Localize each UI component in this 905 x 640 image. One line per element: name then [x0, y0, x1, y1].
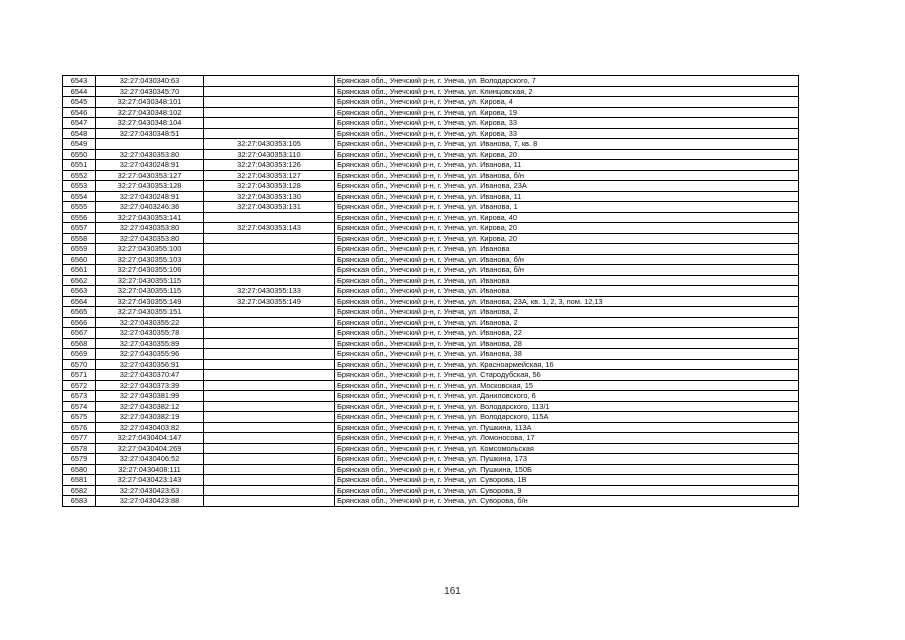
row-number-cell: 6583 [63, 496, 96, 507]
cadastral-number-cell: 32:27:0430403:82 [96, 422, 204, 433]
table-row [63, 139, 799, 150]
row-number-cell: 6550 [63, 149, 96, 160]
related-cadastral-number-cell [204, 349, 335, 360]
related-cadastral-number-cell [204, 443, 335, 454]
table-row [63, 317, 799, 328]
address-cell: Брянская обл., Унечский р-н, г. Унеча, ул. Володарского, 115А [335, 412, 799, 423]
address-cell: Брянская обл., Унечский р-н, г. Унеча, ул. Иванова [335, 275, 799, 286]
row-number-cell: 6552 [63, 170, 96, 181]
row-number-cell: 6562 [63, 275, 96, 286]
related-cadastral-number-cell: 32:27:0430353:131 [204, 202, 335, 213]
row-number-cell: 6568 [63, 338, 96, 349]
address-cell: Брянская обл., Унечский р-н, г. Унеча, ул. Володарского, 113/1 [335, 401, 799, 412]
table-row [63, 233, 799, 244]
table-row [63, 496, 799, 507]
table-row [63, 160, 799, 171]
row-number-cell: 6577 [63, 433, 96, 444]
cadastral-number-cell: 32:27:0430355:78 [96, 328, 204, 339]
cadastral-number-cell: 32:27:0430345:70 [96, 86, 204, 97]
related-cadastral-number-cell [204, 275, 335, 286]
related-cadastral-number-cell [204, 307, 335, 318]
cadastral-number-cell: 32:27:0430353:128 [96, 181, 204, 192]
table-row [63, 286, 799, 297]
address-cell: Брянская обл., Унечский р-н, г. Унеча, ул. Иванова, 22 [335, 328, 799, 339]
registry-table-body [63, 76, 799, 507]
address-cell: Брянская обл., Унечский р-н, г. Унеча, ул. Иванова, 11 [335, 191, 799, 202]
row-number-cell: 6545 [63, 97, 96, 108]
table-row [63, 328, 799, 339]
cadastral-number-cell: 32:27:0430348:102 [96, 107, 204, 118]
cadastral-number-cell: 32:27:0430355:89 [96, 338, 204, 349]
table-row [63, 485, 799, 496]
address-cell: Брянская обл., Унечский р-н, г. Унеча, ул. Иванова, б/н [335, 265, 799, 276]
related-cadastral-number-cell [204, 359, 335, 370]
address-cell: Брянская обл., Унечский р-н, г. Унеча, ул. Иванова, 11 [335, 160, 799, 171]
row-number-cell: 6564 [63, 296, 96, 307]
related-cadastral-number-cell: 32:27:0430353:110 [204, 149, 335, 160]
cadastral-number-cell: 32:27:0430355:103 [96, 254, 204, 265]
address-cell: Брянская обл., Унечский р-н, г. Унеча, ул. Иванова, б/н [335, 170, 799, 181]
row-number-cell: 6581 [63, 475, 96, 486]
related-cadastral-number-cell [204, 370, 335, 381]
related-cadastral-number-cell [204, 454, 335, 465]
address-cell: Брянская обл., Унечский р-н, г. Унеча, ул. Пушкина, 150Б [335, 464, 799, 475]
cadastral-number-cell: 32:27:0430353:80 [96, 223, 204, 234]
related-cadastral-number-cell [204, 401, 335, 412]
row-number-cell: 6579 [63, 454, 96, 465]
cadastral-number-cell: 32:27:0430356:91 [96, 359, 204, 370]
row-number-cell: 6567 [63, 328, 96, 339]
related-cadastral-number-cell [204, 265, 335, 276]
table-row [63, 422, 799, 433]
related-cadastral-number-cell [204, 422, 335, 433]
table-row [63, 244, 799, 255]
table-row [63, 349, 799, 360]
row-number-cell: 6565 [63, 307, 96, 318]
cadastral-number-cell: 32:27:0430348:101 [96, 97, 204, 108]
address-cell: Брянская обл., Унечский р-н, г. Унеча, ул. Иванова, 23А, кв. 1, 2, 3, пом. 12,13 [335, 296, 799, 307]
table-row [63, 380, 799, 391]
cadastral-number-cell: 32:27:0430404:147 [96, 433, 204, 444]
related-cadastral-number-cell [204, 244, 335, 255]
related-cadastral-number-cell: 32:27:0430353:105 [204, 139, 335, 150]
table-row [63, 223, 799, 234]
cadastral-number-cell: 32:27:0430340:63 [96, 76, 204, 87]
row-number-cell: 6580 [63, 464, 96, 475]
address-cell: Брянская обл., Унечский р-н, г. Унеча, ул. Иванова, б/н [335, 254, 799, 265]
related-cadastral-number-cell [204, 97, 335, 108]
row-number-cell: 6543 [63, 76, 96, 87]
cadastral-number-cell: 32:27:0430353:127 [96, 170, 204, 181]
row-number-cell: 6578 [63, 443, 96, 454]
cadastral-number-cell: 32:27:0430355:106 [96, 265, 204, 276]
address-cell: Брянская обл., Унечский р-н, г. Унеча, ул. Ломоносова, 17 [335, 433, 799, 444]
row-number-cell: 6575 [63, 412, 96, 423]
address-cell: Брянская обл., Унечский р-н, г. Унеча, ул. Клинцовская, 2 [335, 86, 799, 97]
address-cell: Брянская обл., Унечский р-н, г. Унеча, ул. Даниловского, 6 [335, 391, 799, 402]
table-row [63, 202, 799, 213]
related-cadastral-number-cell: 32:27:0430353:143 [204, 223, 335, 234]
related-cadastral-number-cell [204, 380, 335, 391]
cadastral-number-cell: 32:27:0430406:52 [96, 454, 204, 465]
table-row [63, 170, 799, 181]
cadastral-number-cell: 32:27:0430355:115 [96, 275, 204, 286]
related-cadastral-number-cell: 32:27:0430353:126 [204, 160, 335, 171]
table-row [63, 181, 799, 192]
table-row [63, 475, 799, 486]
related-cadastral-number-cell [204, 107, 335, 118]
address-cell: Брянская обл., Унечский р-н, г. Унеча, ул. Суворова, б/н [335, 496, 799, 507]
table-row [63, 149, 799, 160]
address-cell: Брянская обл., Унечский р-н, г. Унеча, ул. Комсомольская [335, 443, 799, 454]
cadastral-number-cell: 32:27:0430423:88 [96, 496, 204, 507]
table-row [63, 254, 799, 265]
row-number-cell: 6561 [63, 265, 96, 276]
address-cell: Брянская обл., Унечский р-н, г. Унеча, ул. Кирова, 33 [335, 118, 799, 129]
row-number-cell: 6574 [63, 401, 96, 412]
related-cadastral-number-cell [204, 254, 335, 265]
address-cell: Брянская обл., Унечский р-н, г. Унеча, ул. Кирова, 33 [335, 128, 799, 139]
row-number-cell: 6546 [63, 107, 96, 118]
cadastral-number-cell: 32:27:0430404:269 [96, 443, 204, 454]
cadastral-number-cell: 32:27:0430353:141 [96, 212, 204, 223]
row-number-cell: 6569 [63, 349, 96, 360]
cadastral-number-cell: 32:27:0430248:91 [96, 191, 204, 202]
address-cell: Брянская обл., Унечский р-н, г. Унеча, ул. Кирова, 4 [335, 97, 799, 108]
cadastral-number-cell: 32:27:0430382:12 [96, 401, 204, 412]
row-number-cell: 6570 [63, 359, 96, 370]
related-cadastral-number-cell [204, 76, 335, 87]
table-row [63, 107, 799, 118]
table-row [63, 359, 799, 370]
table-row [63, 391, 799, 402]
address-cell: Брянская обл., Унечский р-н, г. Унеча, ул. Иванова, 23А [335, 181, 799, 192]
cadastral-number-cell: 32:27:0430353:80 [96, 149, 204, 160]
address-cell: Брянская обл., Унечский р-н, г. Унеча, ул. Кирова, 20 [335, 233, 799, 244]
related-cadastral-number-cell [204, 212, 335, 223]
address-cell: Брянская обл., Унечский р-н, г. Унеча, ул. Иванова, 38 [335, 349, 799, 360]
cadastral-number-cell: 32:27:0430355:22 [96, 317, 204, 328]
related-cadastral-number-cell: 32:27:0430353:127 [204, 170, 335, 181]
row-number-cell: 6547 [63, 118, 96, 129]
address-cell: Брянская обл., Унечский р-н, г. Унеча, ул. Кирова, 20 [335, 149, 799, 160]
address-cell: Брянская обл., Унечский р-н, г. Унеча, ул. Суворова, 1В [335, 475, 799, 486]
cadastral-number-cell: 32:27:0430382:19 [96, 412, 204, 423]
related-cadastral-number-cell [204, 338, 335, 349]
row-number-cell: 6555 [63, 202, 96, 213]
related-cadastral-number-cell [204, 433, 335, 444]
cadastral-number-cell: 32:27:0430248:91 [96, 160, 204, 171]
row-number-cell: 6571 [63, 370, 96, 381]
row-number-cell: 6559 [63, 244, 96, 255]
cadastral-registry-table [62, 75, 799, 507]
row-number-cell: 6553 [63, 181, 96, 192]
address-cell: Брянская обл., Унечский р-н, г. Унеча, ул. Стародубская, 56 [335, 370, 799, 381]
cadastral-number-cell: 32:27:0430353:80 [96, 233, 204, 244]
row-number-cell: 6566 [63, 317, 96, 328]
related-cadastral-number-cell [204, 485, 335, 496]
address-cell: Брянская обл., Унечский р-н, г. Унеча, ул. Иванова, 7, кв. 8 [335, 139, 799, 150]
table-row [63, 433, 799, 444]
row-number-cell: 6558 [63, 233, 96, 244]
table-row [63, 76, 799, 87]
table-row [63, 275, 799, 286]
table-row [63, 370, 799, 381]
address-cell: Брянская обл., Унечский р-н, г. Унеча, ул. Иванова, 2 [335, 307, 799, 318]
row-number-cell: 6572 [63, 380, 96, 391]
table-row [63, 307, 799, 318]
related-cadastral-number-cell: 32:27:0430355:149 [204, 296, 335, 307]
table-row [63, 128, 799, 139]
table-row [63, 265, 799, 276]
related-cadastral-number-cell [204, 328, 335, 339]
address-cell: Брянская обл., Унечский р-н, г. Унеча, ул. Иванова, 1 [335, 202, 799, 213]
table-row [63, 401, 799, 412]
cadastral-number-cell: 32:27:0430381:99 [96, 391, 204, 402]
cadastral-number-cell: 32:27:0403246:36 [96, 202, 204, 213]
address-cell: Брянская обл., Унечский р-н, г. Унеча, ул. Московская, 15 [335, 380, 799, 391]
related-cadastral-number-cell [204, 496, 335, 507]
related-cadastral-number-cell [204, 464, 335, 475]
address-cell: Брянская обл., Унечский р-н, г. Унеча, ул. Суворова, 9 [335, 485, 799, 496]
related-cadastral-number-cell [204, 233, 335, 244]
address-cell: Брянская обл., Унечский р-н, г. Унеча, ул. Иванова [335, 244, 799, 255]
address-cell: Брянская обл., Унечский р-н, г. Унеча, ул. Кирова, 40 [335, 212, 799, 223]
cadastral-number-cell: 32:27:0430408:111 [96, 464, 204, 475]
cadastral-number-cell: 32:27:0430370:47 [96, 370, 204, 381]
address-cell: Брянская обл., Унечский р-н, г. Унеча, ул. Иванова [335, 286, 799, 297]
cadastral-number-cell: 32:27:0430423:143 [96, 475, 204, 486]
cadastral-number-cell: 32:27:0430355:100 [96, 244, 204, 255]
table-row [63, 412, 799, 423]
row-number-cell: 6576 [63, 422, 96, 433]
row-number-cell: 6549 [63, 139, 96, 150]
row-number-cell: 6544 [63, 86, 96, 97]
cadastral-number-cell: 32:27:0430423:63 [96, 485, 204, 496]
related-cadastral-number-cell [204, 391, 335, 402]
cadastral-number-cell: 32:27:0430355:151 [96, 307, 204, 318]
related-cadastral-number-cell [204, 412, 335, 423]
row-number-cell: 6563 [63, 286, 96, 297]
row-number-cell: 6556 [63, 212, 96, 223]
related-cadastral-number-cell: 32:27:0430355:133 [204, 286, 335, 297]
cadastral-number-cell: 32:27:0430355:96 [96, 349, 204, 360]
table-row [63, 97, 799, 108]
row-number-cell: 6554 [63, 191, 96, 202]
table-row [63, 338, 799, 349]
cadastral-number-cell: 32:27:0430355:149 [96, 296, 204, 307]
related-cadastral-number-cell [204, 128, 335, 139]
table-row [63, 191, 799, 202]
related-cadastral-number-cell [204, 475, 335, 486]
address-cell: Брянская обл., Унечский р-н, г. Унеча, ул. Пушкина, 173 [335, 454, 799, 465]
related-cadastral-number-cell: 32:27:0430353:130 [204, 191, 335, 202]
related-cadastral-number-cell: 32:27:0430353:128 [204, 181, 335, 192]
cadastral-number-cell: 32:27:0430355:115 [96, 286, 204, 297]
related-cadastral-number-cell [204, 317, 335, 328]
related-cadastral-number-cell [204, 86, 335, 97]
cadastral-number-cell [96, 139, 204, 150]
table-row [63, 464, 799, 475]
row-number-cell: 6573 [63, 391, 96, 402]
address-cell: Брянская обл., Унечский р-н, г. Унеча, ул. Иванова, 28 [335, 338, 799, 349]
row-number-cell: 6557 [63, 223, 96, 234]
row-number-cell: 6548 [63, 128, 96, 139]
address-cell: Брянская обл., Унечский р-н, г. Унеча, ул. Володарского, 7 [335, 76, 799, 87]
cadastral-number-cell: 32:27:0430348:104 [96, 118, 204, 129]
row-number-cell: 6582 [63, 485, 96, 496]
table-row [63, 118, 799, 129]
address-cell: Брянская обл., Унечский р-н, г. Унеча, ул. Красноармейская, 16 [335, 359, 799, 370]
table-row [63, 212, 799, 223]
row-number-cell: 6551 [63, 160, 96, 171]
table-row [63, 86, 799, 97]
cadastral-number-cell: 32:27:0430373:39 [96, 380, 204, 391]
cadastral-number-cell: 32:27:0430348:51 [96, 128, 204, 139]
address-cell: Брянская обл., Унечский р-н, г. Унеча, ул. Иванова, 2 [335, 317, 799, 328]
row-number-cell: 6560 [63, 254, 96, 265]
table-row [63, 296, 799, 307]
address-cell: Брянская обл., Унечский р-н, г. Унеча, ул. Пушкина, 113А [335, 422, 799, 433]
related-cadastral-number-cell [204, 118, 335, 129]
address-cell: Брянская обл., Унечский р-н, г. Унеча, ул. Кирова, 19 [335, 107, 799, 118]
page-number: 161 [444, 586, 461, 597]
address-cell: Брянская обл., Унечский р-н, г. Унеча, ул. Кирова, 20 [335, 223, 799, 234]
table-row [63, 443, 799, 454]
table-row [63, 454, 799, 465]
